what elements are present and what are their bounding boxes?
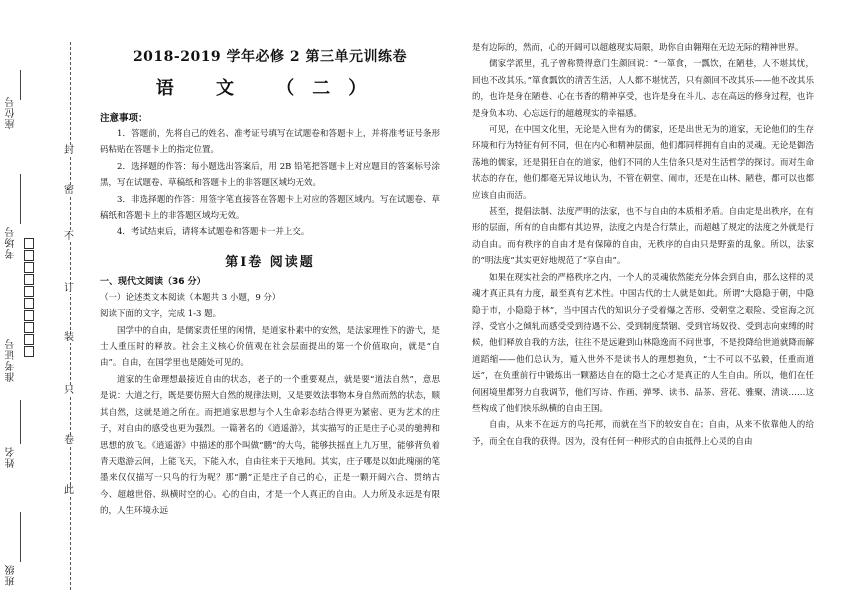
notice-item: 3．非选择题的作答：用签字笔直接答在答题卡上对应的答题区域内。写在试题卷、草稿纸和答题卡上的非答题区域均无效。 [100,194,440,222]
id-number-label: 准考证号 [6,338,17,382]
left-column [100,46,440,520]
seat-number-label: 座位号 [6,96,17,129]
seal-char: 此 [64,485,74,496]
reading-paragraph: 甚至，提倡法制、法度严明的法家，也不与自由的本质相矛盾。自由定是出秩序，在有形的层面，所有的自由都有其边界，法度之内是合行禁止，而超越了规定的法度之外就是行动自由。而有秩序的自由才是有保障的自由，无秩序的自由只是野蛮的乱象。所以，法家的“明法度”其实更好地规范了“享自由”。 [472,207,814,267]
seal-char: 订 [64,283,74,294]
notice-item: 4．考试结束后，请将本试题卷和答题卡一并上交。 [117,227,310,238]
binding-margin [0,0,92,607]
notice-item: 1．答题前，先将自己的姓名、准考证号填写在试题卷和答题卡上，并将准考证号条形码粘贴在答题卡上的指定位置。 [100,129,440,156]
reading-paragraph: 国学中的自由，是儒家责任里的闲情，是道家朴素中的安然，是法家理性下的游弋，是士人重压时的释放。社会主义核心价值观在社会层面提出的第一个价值取向，就是“自由”。自由，在国学里也是随处可见的。 [100,325,441,369]
notice-heading: 注意事项： [100,113,148,124]
name-line [20,400,21,444]
class-line [20,512,21,562]
instruction-text: 阅读下面的文字，完成 1-3 题。 [100,309,222,320]
seal-char: 装 [64,332,74,343]
exam-room-label: 考场号 [6,226,17,259]
reading-paragraph: 是有边际的，然而，心的开阔可以超越现实局限，助你自由翱翔在无边无际的精神世界。 [472,43,804,53]
id-number-boxes [24,238,34,358]
seal-char: 卷 [64,435,74,446]
part-heading: 一、现代文阅读（36 分） [100,276,206,287]
seal-char: 密 [64,185,74,196]
reading-paragraph: 可见，在中国文化里，无论是入世有为的儒家，还是出世无为的道家，无论他们的生存环境和行为特征有何不同，但在内心和精神层面，他们都同样拥有自由的灵魂。无论是御浩荡地的儒家，还是狷狂自在的道家，他们不同的人生信条只是对生活哲学的探讨。而对生命状态的存在，他们都毫无异议地认为，不管在朝堂、闹市，还是在山林、陋巷，都可以也都应该自由而活。 [472,125,814,201]
right-column [472,40,814,450]
section-title: 第Ⅰ卷 阅读题 [225,254,315,270]
seal-char: 封 [64,145,74,156]
reading-paragraph: 儒家学派里，孔子曾称赞得意门生颜回说：“一箪食，一瓢饮，在陋巷，人不堪其忧，回也不改其乐。”箪食瓢饮的清苦生活，人人都不堪忧苦，只有颜回不改其乐——他不改其乐的，也许是身在陋巷、心在书香的精神享受，也许是身在斗儿、志在高远的修身过程，也许是身负本功、心忘远行的超越现实的幸福感。 [472,59,814,119]
seal-char: 不 [64,231,74,242]
reading-paragraph: 自由，从来不在远方的鸟托邦，而就在当下的较安自在；自由，从来不依靠他人的给予，而全在自我的获得。因为，没有任何一种形式的自由抵得上心灵的自由 [472,420,814,447]
notice-item: 2．选择题的作答：每小题选出答案后，用 2B 铅笔把答题卡上对应题目的答案标号涂黑，写在试题卷、草稿纸和答题卡上的非答题区域均无效。 [100,161,440,189]
seat-number-line [20,70,21,100]
subpart-heading: （一）论述类文本阅读（本题共 3 小题，9 分） [100,292,281,303]
name-label: 姓名 [6,446,17,468]
page-title: 2018-2019 学年必修 2 第三单元训练卷 [132,49,408,65]
reading-paragraph: 如果在现实社会的严格秩序之内，一个人的灵魂依然能充分体会到自由，那么这样的灵魂才真正具有力度，最至真有艺术性。中国古代的士人就是如此。所谓“大隐隐于朝，中隐隐于市，小隐隐于林”，当中国古代的知识分子受着爆之苦形、受朝堂之艰险、受宦海之沉浮、受官小之倾轧而感受受到待遇不公、受到制度禁锢、受到官场奴役、受到志向束缚的时候，他们释放自我的方法，往往不是远避到山林隐逸而不问世事，不是投降给世道就降而解道蹈缩——他们总认为，遁入世外不是读书人的理想抱负，“士不可以不弘毅，任重而道远”，在负重前行中锻炼出一颗豁达自在的隐士之心才是真正的人生自由。所以，他们在任何困境里都努力自我调节，他们写诗、作画、弹琴、读书、品茶、营花、雅聚、清谈……这些构成了他们快乐纵横的自由王国。 [472,272,814,414]
seal-line [70,42,71,590]
reading-paragraph: 道家的生命理想最接近自由的状态，老子的一个重要观点，就是要“道法自然”，意思是说：大道之行，既是要仿照大自然的规律法则，又是要效法事物本身自然而然的状态，顺其自然，这就是道之所在。而把道家思想与个人生命彩态结合得更为紧密、更为艺术的庄子，对自由的感受也更为强烈。一篇著名的《逍遥游》，其实描写的正是庄子心灵的驰骋和思想的放飞。《逍遥游》中描述的那个叫做“鹏”的大鸟，能够扶摇直上九万里，能够背负着青天遨游云间，上能飞天，下能入水，自由往来于天地间。其实，庄子哪是以如此瑰丽的笔墨来仅仅描写一只鸟的行为呢？那“鹏”正是庄子自己的心，正是一颗开阔六合、贯纳古今、超越世俗、纵横时空的心。心的自由，才是一个人真正的自由。人力所及永远是有限的，人生环境永远 [100,374,441,517]
seal-char: 只 [64,385,74,396]
exam-room-line [20,174,21,224]
class-label: 班级 [6,564,17,586]
page-subtitle: 语 文 （二） [155,78,385,99]
